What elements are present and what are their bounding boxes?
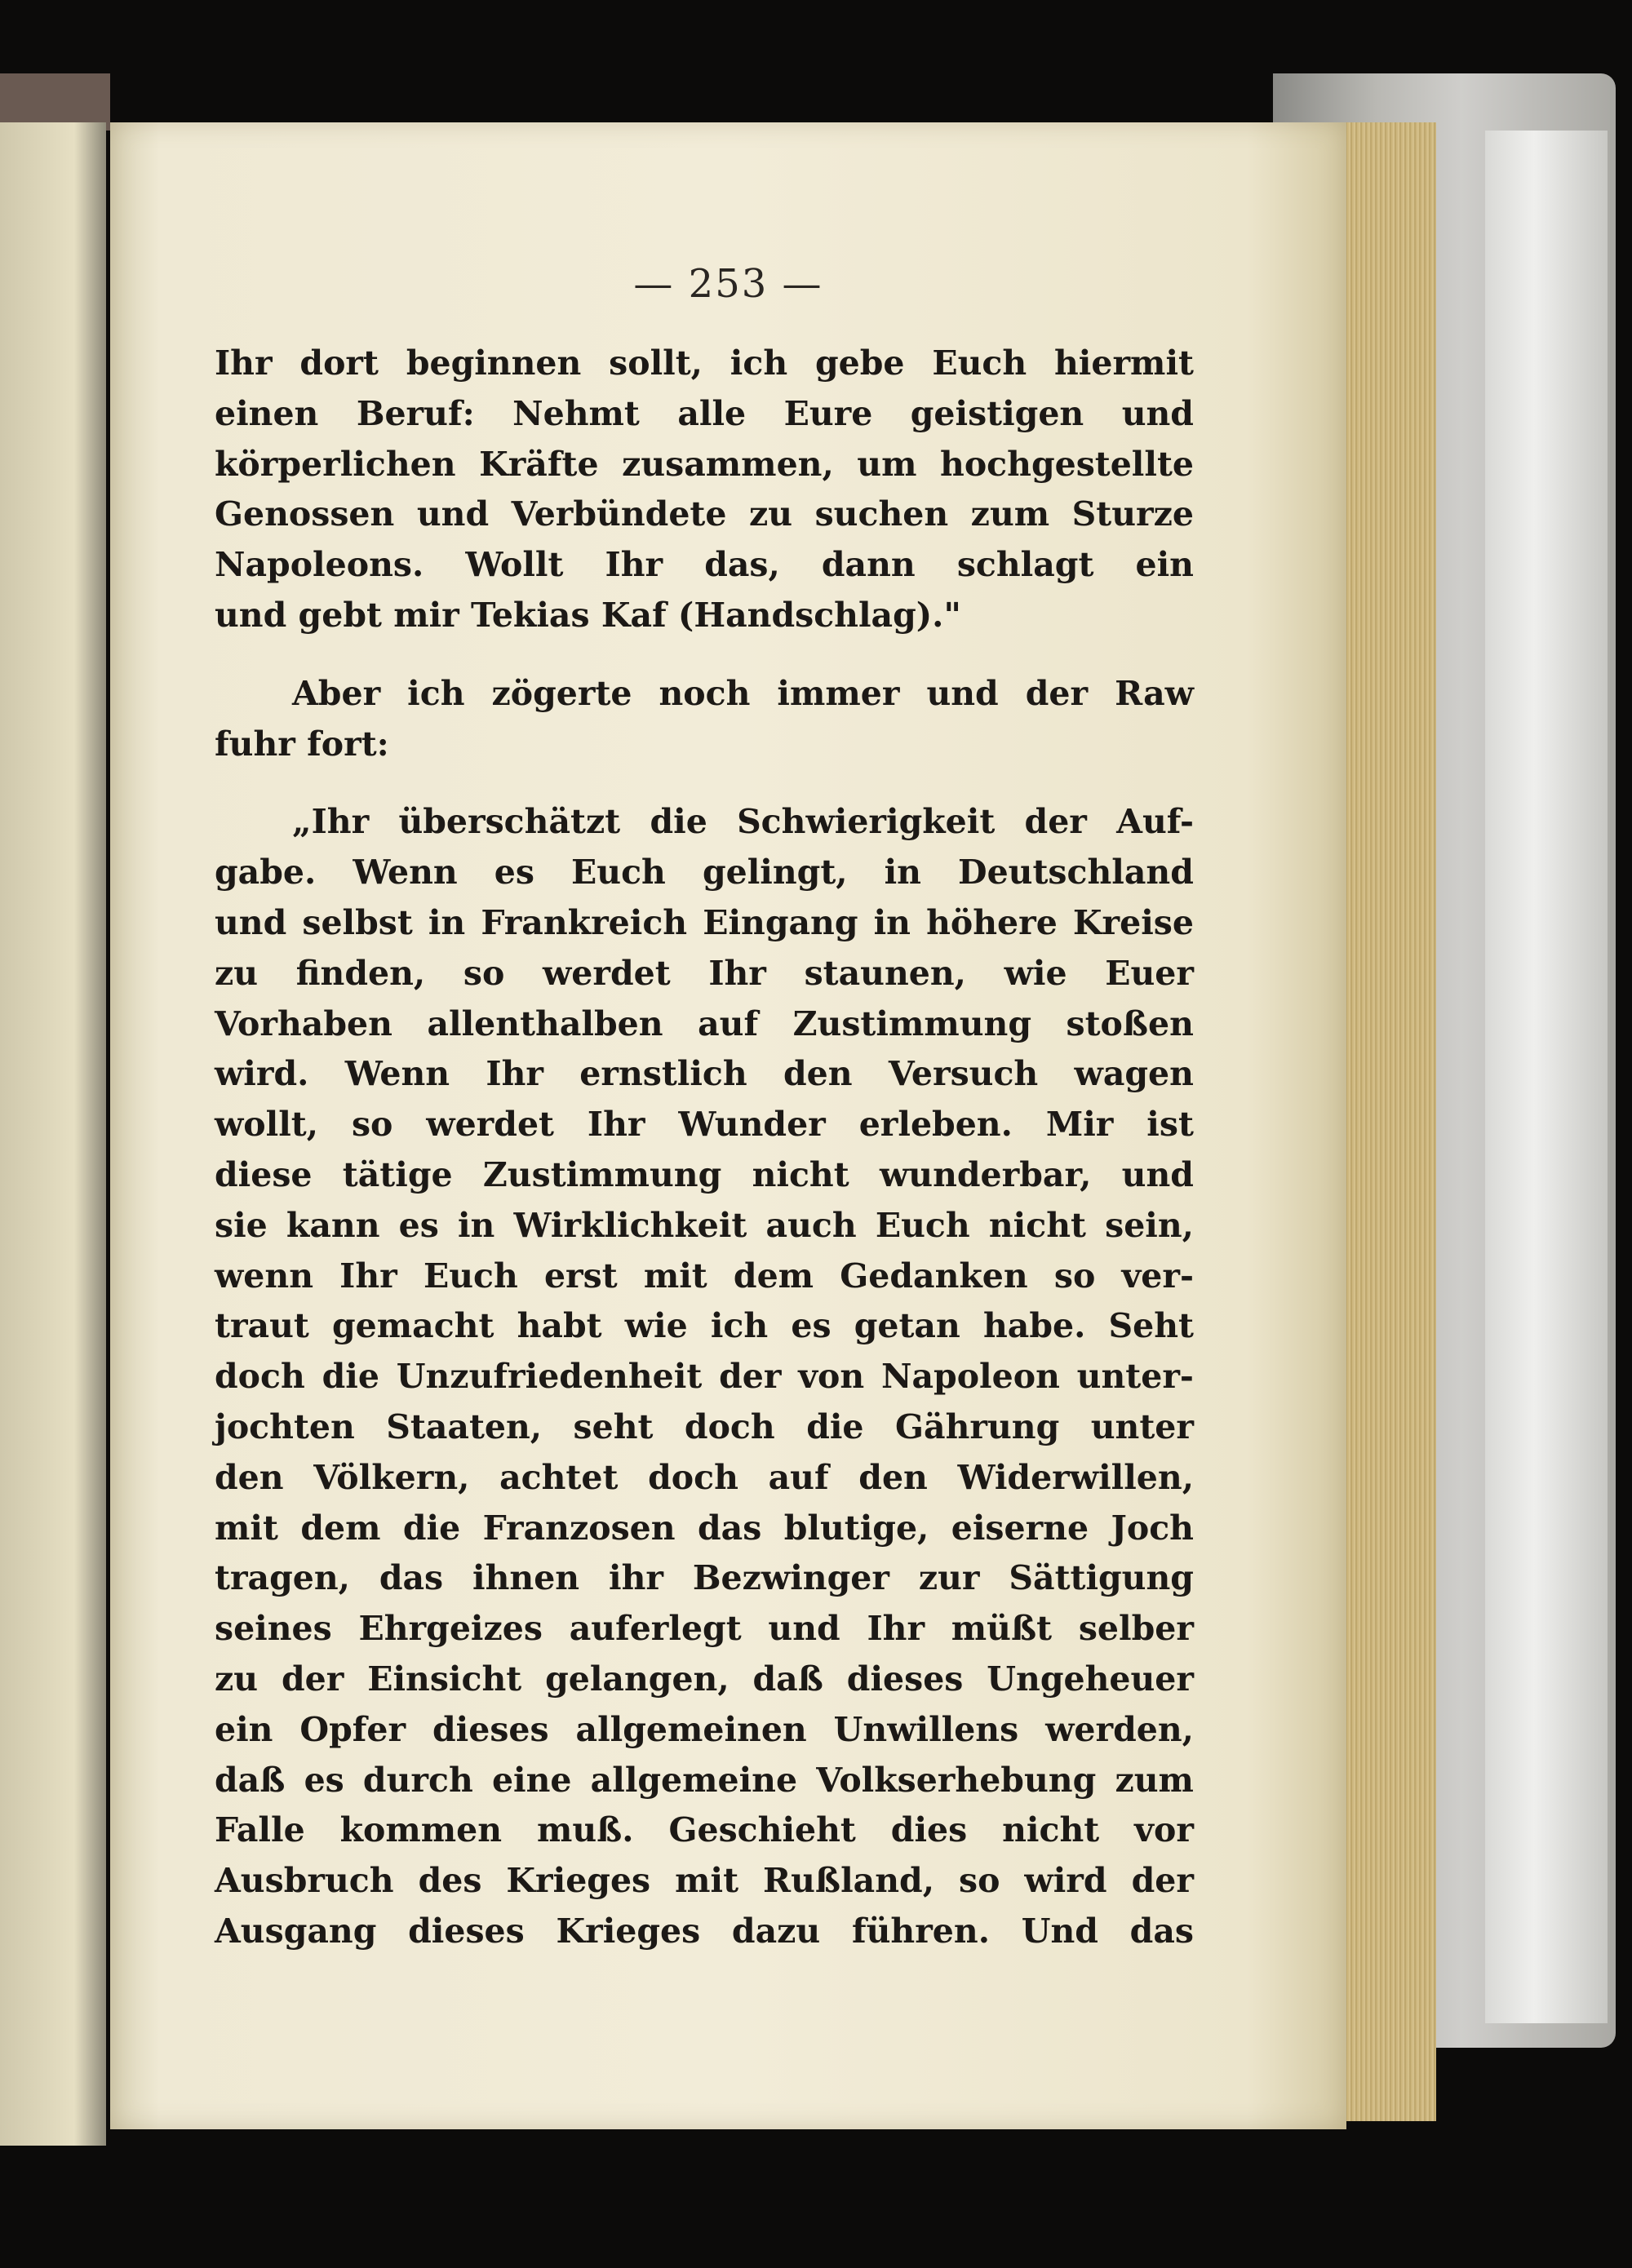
text-line: Aber ich zögerte noch immer und der Raw <box>292 673 1194 713</box>
text-line: Ausbruch des Krieges mit Rußland, so wird der <box>215 1861 1194 1901</box>
text-line: wird. Wenn Ihr ernstlich den Versuch wagen <box>215 1054 1194 1094</box>
book-page <box>110 122 1346 2129</box>
text-line: Ihr dort beginnen sollt, ich gebe Euch hiermit <box>215 343 1194 383</box>
text-line: diese tätige Zustimmung nicht wunderbar, und <box>215 1154 1194 1194</box>
text-line: seines Ehrgeizes auferlegt und Ihr müßt selber <box>215 1609 1194 1649</box>
text-line: ein Opfer dieses allgemeinen Unwillens werden, <box>215 1709 1194 1749</box>
page-number: — 253 — <box>633 261 823 307</box>
paragraph-gap <box>215 641 1194 669</box>
text-line: sie kann es in Wirklichkeit auch Euch nicht sein, <box>215 1205 1194 1245</box>
page-block-edges <box>1338 122 1436 2121</box>
text-line: daß es durch eine allgemeine Volkserhebung zum <box>215 1760 1194 1800</box>
text-line: Falle kommen muß. Geschieht dies nicht vor <box>215 1810 1194 1850</box>
text-line: traut gemacht habt wie ich es getan habe. Seht <box>215 1306 1194 1346</box>
text-line: fuhr fort: <box>215 724 389 764</box>
text-line: doch die Unzufriedenheit der von Napoleon unter- <box>215 1357 1194 1397</box>
text-line: zu finden, so werdet Ihr staunen, wie Euer <box>215 953 1194 993</box>
text-line: mit dem die Franzosen das blutige, eiserne Joch <box>215 1508 1194 1548</box>
text-line: und gebt mir Tekias Kaf (Handschlag)." <box>215 595 961 635</box>
text-line: Vorhaben allenthalben auf Zustimmung stoßen <box>215 1003 1194 1043</box>
text-line: den Völkern, achtet doch auf den Widerwillen, <box>215 1457 1194 1497</box>
text-line: einen Beruf: Nehmt alle Eure geistigen und <box>215 393 1194 433</box>
text-line: „Ihr überschätzt die Schwierigkeit der Auf- <box>292 802 1194 842</box>
text-line: zu der Einsicht gelangen, daß dieses Ungeheuer <box>215 1659 1194 1699</box>
body-text <box>215 339 1194 1957</box>
text-line: Genossen und Verbündete zu suchen zum Sturze <box>215 494 1194 534</box>
text-line: Napoleons. Wollt Ihr das, dann schlagt ein <box>215 545 1194 585</box>
text-line: tragen, das ihnen ihr Bezwinger zur Sättigung <box>215 1558 1194 1598</box>
text-line: wenn Ihr Euch erst mit dem Gedanken so ver- <box>215 1256 1194 1296</box>
text-line: wollt, so werdet Ihr Wunder erleben. Mir ist <box>215 1105 1194 1145</box>
text-line: und selbst in Frankreich Eingang in höhere Kreise <box>215 902 1194 942</box>
text-line: körperlichen Kräfte zusammen, um hochgestellte <box>215 444 1194 484</box>
text-line: gabe. Wenn es Euch gelingt, in Deutschland <box>215 853 1194 893</box>
text-line: jochten Staaten, seht doch die Gährung unter <box>215 1406 1194 1446</box>
previous-page-edge <box>0 122 106 2146</box>
paragraph-gap <box>215 769 1194 797</box>
text-line: Ausgang dieses Krieges dazu führen. Und das <box>215 1911 1194 1951</box>
dust-jacket-flap <box>1485 131 1608 2023</box>
